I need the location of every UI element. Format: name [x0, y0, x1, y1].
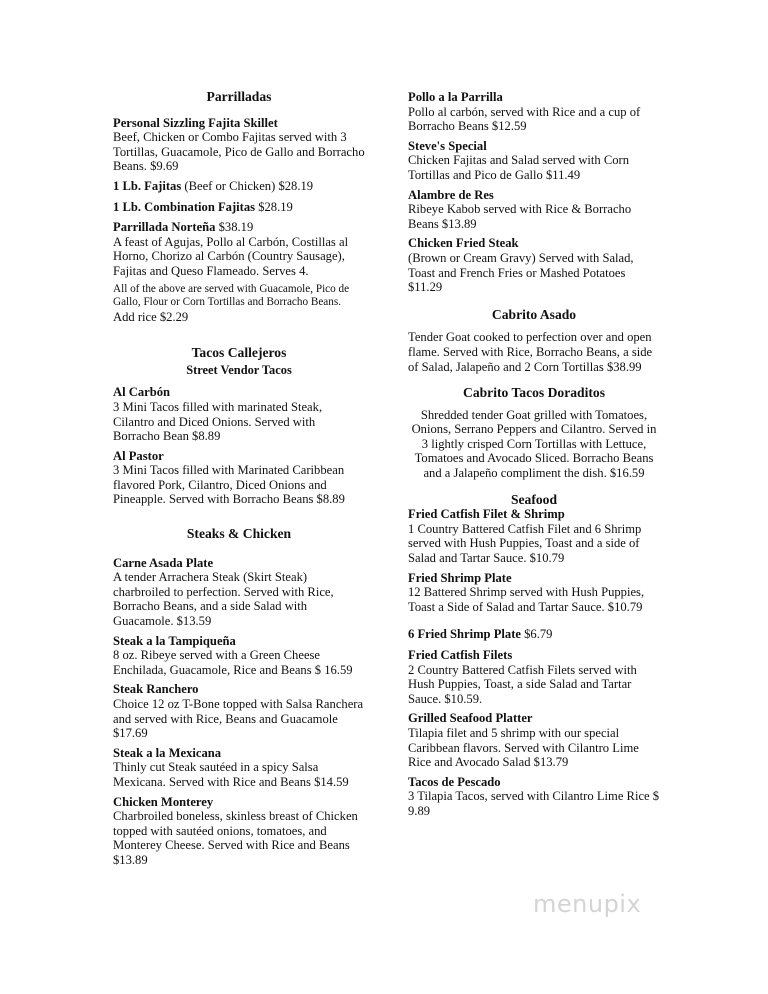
item-name: Fried Catfish Filets [408, 648, 513, 662]
section-cabrito-tacos [408, 386, 660, 481]
item-name: Steak a la Mexicana [113, 745, 222, 760]
item-desc: 12 Battered Shrimp served with Hush Puppies, Toast a Side of Salad and Tartar Sauce. $10.79 [408, 585, 645, 614]
section-parrilladas [113, 90, 365, 324]
item-price: $38.19 [215, 220, 254, 235]
menupix-watermark: menupix [533, 890, 642, 918]
item-name: Parrillada Norteña [113, 220, 216, 235]
left-column [113, 90, 365, 868]
section-steaks-chicken [113, 527, 365, 867]
menu-item-alambre-res [408, 188, 660, 232]
menu-item-chicken-fried-steak [408, 236, 660, 294]
item-desc: Pollo al carbón, served with Rice and a cup of Borracho Beans $12.59 [408, 104, 641, 134]
menu-item-steak-tampiquena [113, 634, 365, 678]
item-name: 1 Lb. Fajitas [113, 178, 182, 193]
menu-item-tacos-pescado [408, 775, 660, 819]
item-name: Pollo a la Parrilla [408, 90, 503, 104]
item-desc: 3 Mini Tacos filled with marinated Steak, Cilantro and Diced Onions. Served with Borracho Bean $8.89 [113, 399, 323, 444]
menu-item-1lb-fajitas [113, 179, 365, 194]
item-name: Chicken Monterey [113, 794, 214, 809]
item-desc: 1 Country Battered Catfish Filet and 6 Shrimp served with Hush Puppies, Toast and a side of Salad and Tartar Sauce. $10.79 [408, 521, 642, 566]
menu-item-pollo-parrilla [408, 90, 660, 134]
item-price: $28.19 [255, 199, 293, 214]
item-name: Al Carbón [113, 385, 171, 400]
menu-item-grilled-seafood-platter [408, 711, 660, 769]
section-cabrito-asado [408, 308, 660, 374]
item-name: Tacos de Pescado [408, 774, 501, 789]
item-desc: Choice 12 oz T-Bone topped with Salsa Ranchera and served with Rice, Beans and Guacamole $17.69 [113, 697, 364, 741]
section-subtitle-street-vendor: Street Vendor Tacos [186, 362, 292, 377]
cabrito-asado-desc: Tender Goat cooked to perfection over and open flame. Served with Rice, Borracho Beans, a side of Salad, Jalapeño and 2 Corn Tortillas $38.99 [408, 330, 653, 374]
item-desc: Chicken Fajitas and Salad served with Corn Tortillas and Pico de Gallo $11.49 [408, 153, 630, 182]
cabrito-tacos-desc: Shredded tender Goat grilled with Tomatoes, Onions, Serrano Peppers and Cilantro. Served in 3 lightly crisped Corn Tortillas with Lettuce, Tomatoes and Avocado Sliced. Borracho Beans and a Jalapeño compliment the dish. $16.59 [411, 407, 657, 481]
right-column [408, 90, 660, 819]
item-desc: 3 Tilapia Tacos, served with Cilantro Lime Rice $ 9.89 [408, 789, 660, 818]
menu-item-steves-special [408, 139, 660, 183]
menu-item-steak-mexicana [113, 746, 365, 790]
menu-item-catfish-shrimp [408, 507, 660, 565]
item-price: $6.79 [520, 627, 553, 642]
menu-item-steak-ranchero [113, 682, 365, 740]
section-title-parrilladas: Parrilladas [206, 89, 272, 104]
item-name: Fried Catfish Filet & Shrimp [408, 507, 565, 522]
item-desc: A tender Arrachera Steak (Skirt Steak) charbroiled to perfection. Served with Rice, Borracho Beans, and a side Salad with Guacamole. $13.59 [113, 570, 334, 629]
item-name: Al Pastor [113, 448, 164, 463]
section-tacos-callejeros [113, 346, 365, 507]
item-name: Chicken Fried Steak [408, 236, 519, 251]
add-rice: Add rice $2.29 [113, 309, 189, 324]
section-title-steaks-chicken: Steaks & Chicken [186, 526, 292, 542]
item-name: Fried Shrimp Plate [408, 570, 512, 585]
item-desc: Beef, Chicken or Combo Fajitas served with 3 Tortillas, Guacamole, Pico de Gallo and Borracho Beans. $9.69 [113, 130, 365, 174]
item-name: Steak Ranchero [113, 682, 199, 697]
item-name: Steak a la Tampiqueña [113, 633, 236, 648]
item-desc: Thinly cut Steak sautéed in a spicy Salsa Mexicana. Served with Rice and Beans $14.59 [113, 760, 349, 789]
section-title-seafood: Seafood [510, 491, 558, 507]
item-desc: Charbroiled boneless, skinless breast of Chicken topped with sautéed onions, tomatoes, and Monterey Cheese. Served with Rice and Beans $13.89 [113, 809, 358, 867]
item-desc: 8 oz. Ribeye served with a Green Cheese Enchilada, Guacamole, Rice and Beans $ 16.59 [113, 648, 353, 677]
item-name: Alambre de Res [408, 187, 494, 202]
item-desc: Ribeye Kabob served with Rice & Borracho Beans $13.89 [408, 202, 632, 231]
menu-item-6-fried-shrimp [408, 627, 660, 642]
menu-item-chicken-monterey [113, 795, 365, 868]
item-desc: (Beef or Chicken) $28.19 [181, 178, 314, 193]
menu-item-combination-fajitas [113, 200, 365, 215]
parrilladas-note: All of the above are served with Guacamole, Pico de Gallo, Flour or Corn Tortillas and Borracho Beans. [113, 282, 350, 309]
menu-item-fried-catfish-filets [408, 648, 660, 706]
item-name: Steve's Special [408, 138, 487, 153]
section-title-tacos-callejeros: Tacos Callejeros [191, 345, 287, 361]
item-name: 6 Fried Shrimp Plate [408, 627, 521, 642]
item-desc: 3 Mini Tacos filled with Marinated Caribbean flavored Pork, Cilantro, Diced Onions and Pineapple. Served with Borracho Beans $8.89 [113, 463, 345, 507]
item-desc: (Brown or Cream Gravy) Served with Salad, Toast and French Fries or Mashed Potatoes $11.29 [408, 250, 634, 295]
item-name: Carne Asada Plate [113, 555, 214, 570]
section-house-plates [408, 90, 660, 295]
item-desc: A feast of Agujas, Pollo al Carbón, Costillas al Horno, Chorizo al Carbón (Country Sausage), Fajitas and Queso Flameado. Serves 4. [113, 234, 349, 278]
item-desc: 2 Country Battered Catfish Filets served with Hush Puppies, Toast, a side Salad and Tartar Sauce. $10.59. [408, 662, 637, 706]
section-title-cabrito-tacos: Cabrito Tacos Doraditos [463, 385, 605, 401]
item-name: Grilled Seafood Platter [408, 711, 533, 726]
menu-item-parrillada-nortena [113, 220, 365, 278]
menu-item-fried-shrimp-plate [408, 571, 660, 615]
section-title-cabrito-asado: Cabrito Asado [491, 306, 577, 322]
menu-item-al-carbon [113, 385, 365, 443]
item-name: 1 Lb. Combination Fajitas [113, 199, 256, 214]
item-name: Personal Sizzling Fajita Skillet [113, 115, 278, 130]
menu-item-carne-asada [113, 556, 365, 629]
item-desc: Tilapia filet and 5 shrimp with our special Caribbean flavors. Served with Cilantro Lime Rice and Avocado Salad $13.79 [408, 725, 639, 770]
section-seafood [408, 493, 660, 819]
menu-item-fajita-skillet [113, 116, 365, 174]
menu-item-al-pastor [113, 449, 365, 507]
